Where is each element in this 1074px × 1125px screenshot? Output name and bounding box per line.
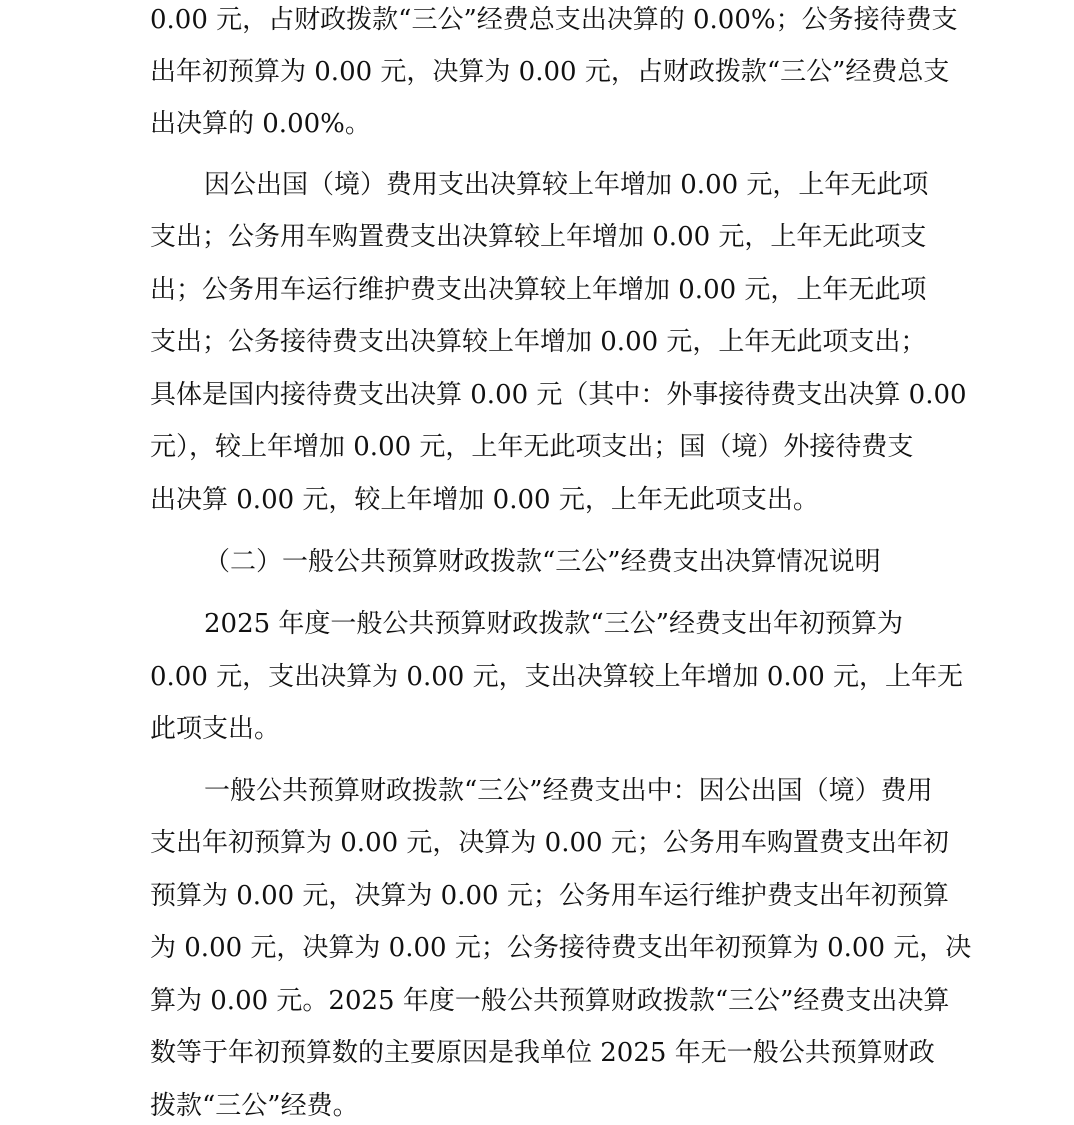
- text-line: 元），较上年增加 0.00 元，上年无此项支出；国（境）外接待费支: [150, 432, 914, 462]
- text-line: 出决算 0.00 元，较上年增加 0.00 元，上年无此项支出。: [150, 485, 819, 515]
- text-line: 为 0.00 元，决算为 0.00 元；公务接待费支出年初预算为 0.00 元，决: [150, 933, 972, 963]
- text-line: 支出年初预算为 0.00 元，决算为 0.00 元；公务用车购置费支出年初: [150, 828, 949, 858]
- text-line: 支出；公务用车购置费支出决算较上年增加 0.00 元，上年无此项支: [150, 222, 927, 252]
- text-line: 0.00 元，占财政拨款“三公”经费总支出决算的 0.00%；公务接待费支: [150, 5, 958, 35]
- paragraph-first-line: 2025 年度一般公共预算财政拨款“三公”经费支出年初预算为: [204, 609, 904, 639]
- paragraph-first-line: 一般公共预算财政拨款“三公”经费支出中：因公出国（境）费用: [204, 776, 933, 806]
- text-line: 具体是国内接待费支出决算 0.00 元（其中：外事接待费支出决算 0.00: [150, 380, 967, 410]
- text-line: 支出；公务接待费支出决算较上年增加 0.00 元，上年无此项支出；: [150, 327, 927, 357]
- text-line: 出；公务用车运行维护费支出决算较上年增加 0.00 元，上年无此项: [150, 275, 927, 305]
- text-line: 数等于年初预算数的主要原因是我单位 2025 年无一般公共预算财政: [150, 1038, 935, 1068]
- text-line: 出决算的 0.00%。: [150, 109, 371, 139]
- text-line: 0.00 元，支出决算为 0.00 元，支出决算较上年增加 0.00 元，上年无: [150, 662, 963, 692]
- section-heading: （二）一般公共预算财政拨款“三公”经费支出决算情况说明: [204, 547, 881, 577]
- paragraph-first-line: 因公出国（境）费用支出决算较上年增加 0.00 元，上年无此项: [204, 170, 929, 200]
- text-line: 出年初预算为 0.00 元，决算为 0.00 元，占财政拨款“三公”经费总支: [150, 57, 950, 87]
- text-line: 预算为 0.00 元，决算为 0.00 元；公务用车运行维护费支出年初预算: [150, 881, 949, 911]
- text-line: 算为 0.00 元。2025 年度一般公共预算财政拨款“三公”经费支出决算: [150, 986, 950, 1016]
- text-line: 拨款“三公”经费。: [150, 1091, 359, 1121]
- text-line: 此项支出。: [150, 714, 281, 744]
